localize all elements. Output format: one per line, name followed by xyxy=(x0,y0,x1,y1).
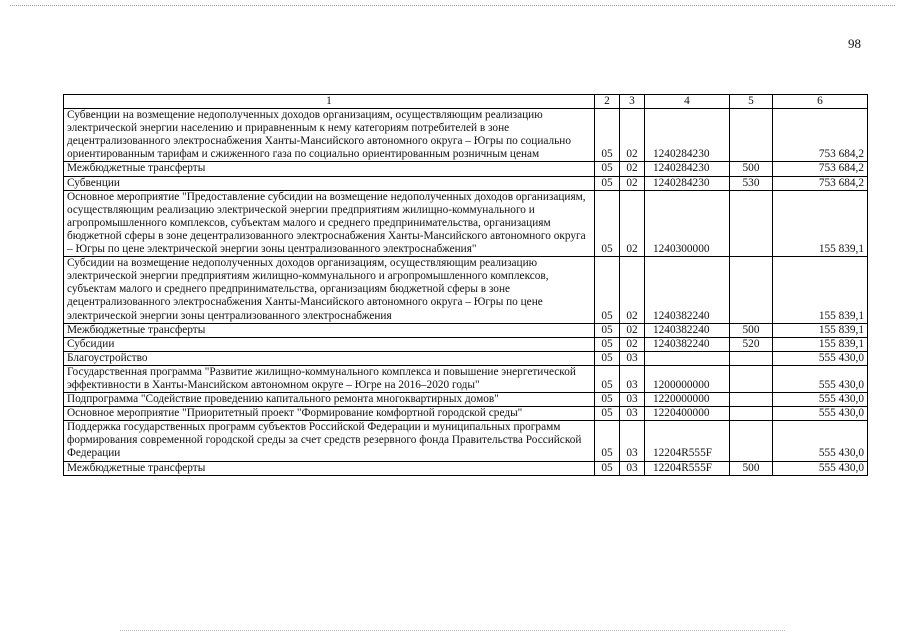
row-section-cell: 05 xyxy=(595,421,620,461)
column-header: 2 xyxy=(595,95,620,109)
row-expense-type-cell xyxy=(730,109,773,162)
table-row xyxy=(64,351,868,365)
row-expense-type-cell: 530 xyxy=(730,176,773,190)
row-expense-type-cell: 520 xyxy=(730,337,773,351)
table-row xyxy=(64,365,868,392)
row-name-cell: Субвенции на возмещение недополученных доходов организациям, осуществляющим реализацию электрической энергии населению и приравненным к нему категориям потребителей в зоне децентрализованного электроснабжения Ханты-Мансийского автономного округа – Югры по социально ориентированным тарифам и сжиженного газа по социально ориентированным розничным ценам xyxy=(64,109,595,162)
row-expense-type-cell: 500 xyxy=(730,323,773,337)
column-header: 4 xyxy=(645,95,730,109)
table-row xyxy=(64,461,868,475)
row-section-cell: 05 xyxy=(595,365,620,392)
table-row xyxy=(64,421,868,461)
table-row xyxy=(64,337,868,351)
row-expense-type-cell xyxy=(730,393,773,407)
row-amount-cell: 155 839,1 xyxy=(773,257,868,323)
row-subsection-cell: 03 xyxy=(620,393,645,407)
column-header: 5 xyxy=(730,95,773,109)
row-name-cell: Благоустройство xyxy=(64,351,595,365)
row-amount-cell: 555 430,0 xyxy=(773,421,868,461)
budget-table xyxy=(63,94,868,476)
row-amount-cell: 753 684,2 xyxy=(773,176,868,190)
row-expense-type-cell xyxy=(730,351,773,365)
row-target-code-cell: 12204R555F xyxy=(645,461,730,475)
row-section-cell: 05 xyxy=(595,337,620,351)
row-section-cell: 05 xyxy=(595,461,620,475)
row-amount-cell: 555 430,0 xyxy=(773,407,868,421)
table-row xyxy=(64,162,868,176)
row-subsection-cell: 03 xyxy=(620,421,645,461)
row-amount-cell: 555 430,0 xyxy=(773,365,868,392)
row-target-code-cell xyxy=(645,351,730,365)
row-section-cell: 05 xyxy=(595,190,620,256)
row-target-code-cell: 1240300000 xyxy=(645,190,730,256)
row-subsection-cell: 03 xyxy=(620,351,645,365)
row-expense-type-cell xyxy=(730,407,773,421)
row-target-code-cell: 1240284230 xyxy=(645,176,730,190)
row-section-cell: 05 xyxy=(595,162,620,176)
row-subsection-cell: 02 xyxy=(620,337,645,351)
row-name-cell: Межбюджетные трансферты xyxy=(64,323,595,337)
row-target-code-cell: 1220000000 xyxy=(645,393,730,407)
row-section-cell: 05 xyxy=(595,257,620,323)
row-target-code-cell: 1240382240 xyxy=(645,337,730,351)
row-subsection-cell: 03 xyxy=(620,407,645,421)
row-name-cell: Основное мероприятие "Предоставление субсидии на возмещение недополученных доходов организациям, осуществляющим реализацию электрической энергии предприятиям жилищно-коммунального и агропромышленного комплексов, субъектам малого и среднего предпринимательства, организациям бюджетной сферы в зоне децентрализованного электроснабжения Ханты-Мансийского автономного округа – Югры по цене электрической энергии зоны централизованного электроснабжения" xyxy=(64,190,595,256)
row-subsection-cell: 02 xyxy=(620,162,645,176)
table-row xyxy=(64,323,868,337)
row-name-cell: Государственная программа "Развитие жилищно-коммунального комплекса и повышение энергетической эффективности в Ханты-Мансийском автономном округе – Югре на 2016–2020 годы" xyxy=(64,365,595,392)
table-row xyxy=(64,407,868,421)
column-header: 3 xyxy=(620,95,645,109)
row-subsection-cell: 02 xyxy=(620,257,645,323)
row-expense-type-cell xyxy=(730,257,773,323)
row-name-cell: Межбюджетные трансферты xyxy=(64,461,595,475)
row-amount-cell: 555 430,0 xyxy=(773,351,868,365)
page-number: 98 xyxy=(848,36,861,51)
row-amount-cell: 753 684,2 xyxy=(773,109,868,162)
table-row xyxy=(64,190,868,256)
row-subsection-cell: 02 xyxy=(620,323,645,337)
scan-edge-bottom xyxy=(120,630,785,631)
row-target-code-cell: 1240284230 xyxy=(645,109,730,162)
row-name-cell: Межбюджетные трансферты xyxy=(64,162,595,176)
row-section-cell: 05 xyxy=(595,176,620,190)
row-name-cell: Основное мероприятие "Приоритетный проект "Формирование комфортной городской среды" xyxy=(64,407,595,421)
column-header: 6 xyxy=(773,95,868,109)
row-subsection-cell: 03 xyxy=(620,365,645,392)
table-row xyxy=(64,109,868,162)
table-row xyxy=(64,176,868,190)
row-section-cell: 05 xyxy=(595,407,620,421)
row-amount-cell: 155 839,1 xyxy=(773,337,868,351)
row-expense-type-cell xyxy=(730,190,773,256)
row-amount-cell: 753 684,2 xyxy=(773,162,868,176)
table-header-row xyxy=(64,95,868,109)
row-subsection-cell: 02 xyxy=(620,176,645,190)
row-name-cell: Субсидии xyxy=(64,337,595,351)
row-expense-type-cell xyxy=(730,365,773,392)
table-row xyxy=(64,393,868,407)
row-section-cell: 05 xyxy=(595,323,620,337)
row-target-code-cell: 1220400000 xyxy=(645,407,730,421)
row-target-code-cell: 1240382240 xyxy=(645,257,730,323)
scan-edge-top xyxy=(10,5,895,6)
row-subsection-cell: 02 xyxy=(620,109,645,162)
row-subsection-cell: 02 xyxy=(620,190,645,256)
row-target-code-cell: 1240382240 xyxy=(645,323,730,337)
row-section-cell: 05 xyxy=(595,351,620,365)
row-amount-cell: 555 430,0 xyxy=(773,461,868,475)
table-row xyxy=(64,257,868,323)
column-header: 1 xyxy=(64,95,595,109)
row-section-cell: 05 xyxy=(595,109,620,162)
row-expense-type-cell: 500 xyxy=(730,162,773,176)
row-expense-type-cell xyxy=(730,421,773,461)
row-name-cell: Субвенции xyxy=(64,176,595,190)
row-amount-cell: 555 430,0 xyxy=(773,393,868,407)
row-name-cell: Поддержка государственных программ субъектов Российской Федерации и муниципальных программ формирования современной городской среды за счет средств резервного фонда Правительства Российской Федерации xyxy=(64,421,595,461)
row-section-cell: 05 xyxy=(595,393,620,407)
row-target-code-cell: 12204R555F xyxy=(645,421,730,461)
row-target-code-cell: 1200000000 xyxy=(645,365,730,392)
row-subsection-cell: 03 xyxy=(620,461,645,475)
row-amount-cell: 155 839,1 xyxy=(773,190,868,256)
row-name-cell: Субсидии на возмещение недополученных доходов организациям, осуществляющим реализацию электрической энергии предприятиям жилищно-коммунального и агропромышленного комплексов, субъектам малого и среднего предпринимательства, организациям бюджетной сферы в зоне децентрализованного электроснабжения Ханты-Мансийского автономного округа – Югры по цене электрической энергии зоны централизованного электроснабжения xyxy=(64,257,595,323)
row-name-cell: Подпрограмма "Содействие проведению капитального ремонта многоквартирных домов" xyxy=(64,393,595,407)
row-target-code-cell: 1240284230 xyxy=(645,162,730,176)
row-expense-type-cell: 500 xyxy=(730,461,773,475)
row-amount-cell: 155 839,1 xyxy=(773,323,868,337)
